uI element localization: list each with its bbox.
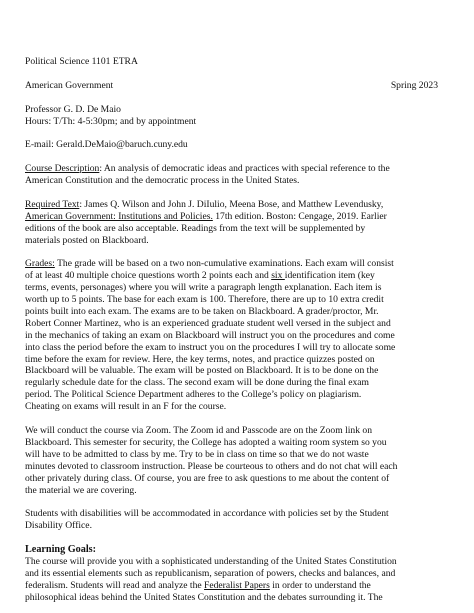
grades-line-2a: of at least 40 multiple choice questions worth 2 points each and (25, 270, 272, 282)
course-term: Spring 2023 (390, 79, 438, 91)
professor-name: Professor G. D. De Maio (25, 103, 121, 115)
grades-line-9: time before the exam for review. Here, the key terms, notes, and practice quizzes posted on (25, 353, 375, 365)
grades-line-12: period. The Political Science Department adheres to the College’s policy on plagiarism. (25, 389, 362, 401)
zoom-paragraph (25, 425, 450, 496)
subject-term-row (25, 80, 450, 92)
grades-line-10: Blackboard will be valuable. The exam will be posted on Blackboard. It is to be done on the (25, 365, 379, 377)
learning-goals-title: Learning Goals: (25, 544, 97, 556)
course-number: Political Science 1101 ETRA (25, 56, 138, 67)
disabilities-line-1: Students with disabilities will be accommodated in accordance with policies set by the Student (25, 508, 389, 520)
grades-line-5: points built into each exam. The exams are to be taken on Blackboard. A grader/proctor, Mr. (25, 305, 379, 317)
zoom-line-4: minutes devoted to classroom instruction. Please be courteous to others and do not chat will each (25, 460, 398, 472)
grades-line-7: in the mechanics of taking an exam on Blackboard will instruct you on the procedures and come (25, 329, 395, 341)
course-description-line-2: American Constitution and the democratic process in the United States. (25, 175, 300, 186)
grades-line-6: Robert Conner Martinez, who is an experienced graduate student well versed in the subject and (25, 317, 391, 329)
required-text-line-3: editions of the book are also acceptable. Readings from the text will be supplemented by (25, 222, 366, 234)
syllabus-content (25, 56, 450, 604)
grades-line-2b: identification item (key (284, 270, 375, 282)
course-description-line-1: : An analysis of democratic ideas and practices with special reference to the (99, 163, 390, 175)
zoom-line-3: will have to be admitted to class by me. Try to be in class on time so that we do not waste (25, 448, 369, 460)
grades-line-3: terms, events, personages) where you will write a paragraph length explanation. Each item is (25, 282, 382, 294)
zoom-line-1: We will conduct the course via Zoom. The Zoom id and Passcode are on the Zoom link on (25, 424, 373, 436)
federalist-papers-title: Federalist Papers (204, 579, 270, 591)
learning-goals-line-3b: in order to understand the (269, 579, 371, 591)
learning-goals-section (25, 544, 450, 604)
disabilities-line-2: Disability Office. (25, 520, 92, 532)
required-text-line-2: 17th edition. Boston: Cengage, 2019. Earlier (212, 210, 387, 222)
required-text-line-4: materials posted on Blackboard. (25, 234, 149, 246)
grades-line-8: into class the period before the exam to instruct you on the procedures I will try to allocate some (25, 341, 396, 353)
required-text-book-title: American Government: Institutions and Policies. (25, 210, 213, 222)
grades-label: Grades: (25, 258, 55, 270)
zoom-line-2: Blackboard. This semester for security, the College has adopted a waiting room system so you (25, 436, 387, 448)
learning-goals-line-3a: federalism. Students will read and analyze the (25, 579, 205, 591)
required-text-line-1: : James Q. Wilson and John J. DiIulio, Meena Bose, and Matthew Levendusky, (79, 198, 384, 210)
learning-goals-line-2: and its essential elements such as republicanism, separation of powers, checks and balances, and (25, 567, 396, 579)
required-text-paragraph (25, 199, 450, 247)
zoom-line-6: the material we are covering. (25, 484, 137, 496)
course-description-paragraph (25, 163, 450, 187)
grades-paragraph (25, 258, 450, 413)
learning-goals-line-4: philosophical ideas behind the United States Constitution and the debates surrounding it. The (25, 591, 383, 603)
learning-goals-line-1: The course will provide you with a sophisticated understanding of the United States Constitution (25, 555, 397, 567)
required-text-label: Required Text (25, 198, 80, 210)
professor-email: E-mail: Gerald.DeMaio@baruch.cuny.edu (25, 139, 188, 151)
office-hours: Hours: T/Th: 4-5:30pm; and by appointment (25, 115, 197, 127)
grades-six-underlined: six (271, 270, 285, 282)
grades-line-1: The grade will be based on a two non-cumulative examinations. Each exam will consist (54, 258, 394, 270)
grades-line-4: worth up to 5 points. The base for each exam is 100. Therefore, there are up to 10 extra credit (25, 294, 384, 306)
disabilities-paragraph (25, 508, 450, 532)
grades-line-13: Cheating on exams will result in an F for the course. (25, 401, 227, 413)
zoom-line-5: other privately during class. Of course, you are free to ask questions to me about the content of (25, 472, 390, 484)
grades-line-11: regularly schedule date for the class. The second exam will be done during the final exam (25, 377, 370, 389)
course-subject: American Government (25, 79, 114, 91)
course-description-label: Course Description (25, 163, 100, 175)
